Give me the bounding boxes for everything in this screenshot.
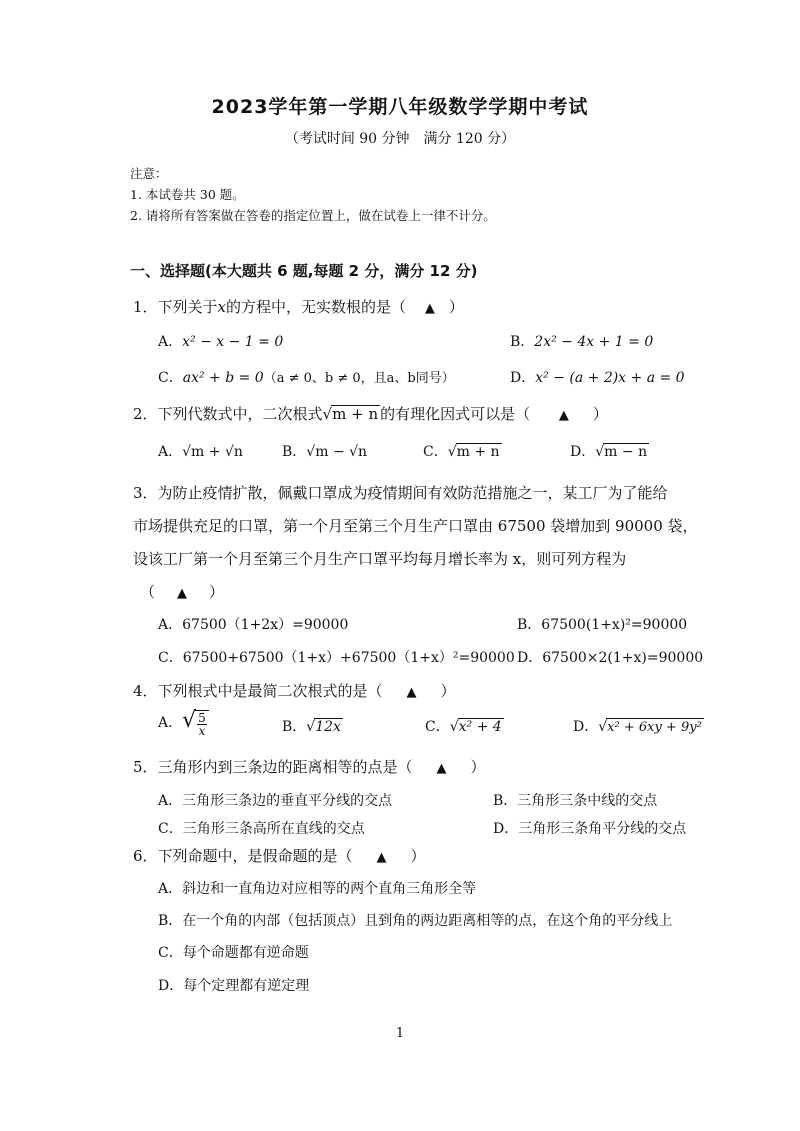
question-6-stem: 6．下列命题中，是假命题的是（ ▲ ）: [133, 847, 426, 865]
question-6-option-c: C．每个命题都有逆命题: [158, 945, 309, 961]
question-4-option-c: C．√x² + 4: [425, 719, 502, 735]
question-1-option-d: D．x² − (a + 2)x + a = 0: [510, 370, 685, 386]
question-4-option-d: D．√x² + 6xy + 9y²: [573, 719, 702, 735]
question-5-option-b: B．三角形三条中线的交点: [493, 793, 658, 809]
answer-mark-icon: ▲: [376, 850, 387, 865]
note-item-1: 1. 本试卷共 30 题。: [130, 187, 245, 202]
radical-icon: √: [598, 719, 608, 735]
question-2-option-c: C．√m + n: [423, 444, 500, 460]
question-3-answer-slot: （ ▲ ）: [140, 583, 225, 601]
question-5-option-d: D．三角形三条角平分线的交点: [493, 821, 687, 837]
question-1-option-a: A．x² − x − 1 = 0: [158, 334, 284, 350]
answer-mark-icon: ▲: [424, 301, 435, 316]
question-2-stem: 2．下列代数式中，二次根式√m + n 的有理化因式可以是（ ▲ ）: [133, 405, 608, 423]
answer-mark-icon: ▲: [177, 586, 188, 601]
question-6-option-d: D．每个定理都有逆定理: [158, 978, 310, 994]
question-6-option-b: B．在一个角的内部（包括顶点）且到角的两边距离相等的点，在这个角的平分线上: [158, 913, 673, 929]
question-2-option-b: B．√m − √n: [282, 444, 368, 460]
page-number: 1: [395, 1026, 405, 1041]
radical-icon: √: [182, 708, 197, 733]
question-3-option-d: D．67500×2(1+x)=90000: [517, 650, 704, 666]
question-6-option-a: A．斜边和一直角边对应相等的两个直角三角形全等: [158, 881, 477, 897]
radical-icon: √: [447, 444, 457, 460]
radical-icon: √: [449, 719, 459, 735]
question-5-option-a: A．三角形三条边的垂直平分线的交点: [158, 793, 393, 809]
question-3-line-3: 设该工厂第一个月至第三个月生产口罩平均每月增长率为 x，则可列方程为: [133, 550, 627, 568]
question-1-option-c: C．ax² + b = 0（a ≠ 0、b ≠ 0，且a、b同号）: [158, 370, 455, 386]
exam-subtitle: （考试时间 90 分钟 满分 120 分）: [284, 131, 516, 147]
question-2-option-a: A．√m + √n: [158, 444, 243, 460]
note-item-2: 2. 请将所有答案做在答卷的指定位置上，做在试卷上一律不计分。: [130, 208, 496, 223]
question-5-stem: 5．三角形内到三条边的距离相等的点是（ ▲ ）: [133, 758, 486, 776]
question-3-option-a: A．67500（1+2x）=90000: [158, 617, 349, 633]
question-4-option-b: B．√12x: [282, 719, 341, 735]
question-1-option-b: B．2x² − 4x + 1 = 0: [510, 334, 654, 350]
question-3-option-b: B．67500(1+x)²=90000: [517, 617, 688, 633]
question-4-stem: 4．下列根式中是最简二次根式的是（ ▲ ）: [133, 682, 456, 700]
radical-icon: √: [595, 444, 605, 460]
question-3-line-1: 3．为防止疫情扩散，佩戴口罩成为疫情期间有效防范措施之一，某工厂为了能给: [133, 484, 668, 502]
answer-mark-icon: ▲: [406, 685, 417, 700]
answer-mark-icon: ▲: [558, 408, 569, 423]
section-title: 一、选择题(本大题共 6 题,每题 2 分，满分 12 分): [130, 262, 478, 280]
question-1-stem: 1．下列关于x的方程中，无实数根的是（ ▲ ）: [133, 298, 464, 316]
question-4-option-a: A．√ $\frac{5}{x}$: [158, 708, 209, 737]
question-5-option-c: C．三角形三条高所在直线的交点: [158, 821, 365, 837]
question-3-option-c: C．67500+67500（1+x）+67500（1+x）²=90000: [158, 650, 515, 666]
notes-heading: 注意：: [130, 166, 168, 181]
exam-title: 2023学年第一学期八年级数学学期中考试: [211, 96, 589, 118]
answer-mark-icon: ▲: [436, 761, 447, 776]
question-3-line-2: 市场提供充足的口罩，第一个月至第三个月生产口罩由 67500 袋增加到 90000 袋，: [133, 517, 698, 535]
radical-icon: √: [322, 405, 333, 423]
question-2-option-d: D．√m − n: [570, 444, 648, 460]
notes-block: [130, 163, 496, 226]
radical-icon: √: [306, 719, 316, 735]
